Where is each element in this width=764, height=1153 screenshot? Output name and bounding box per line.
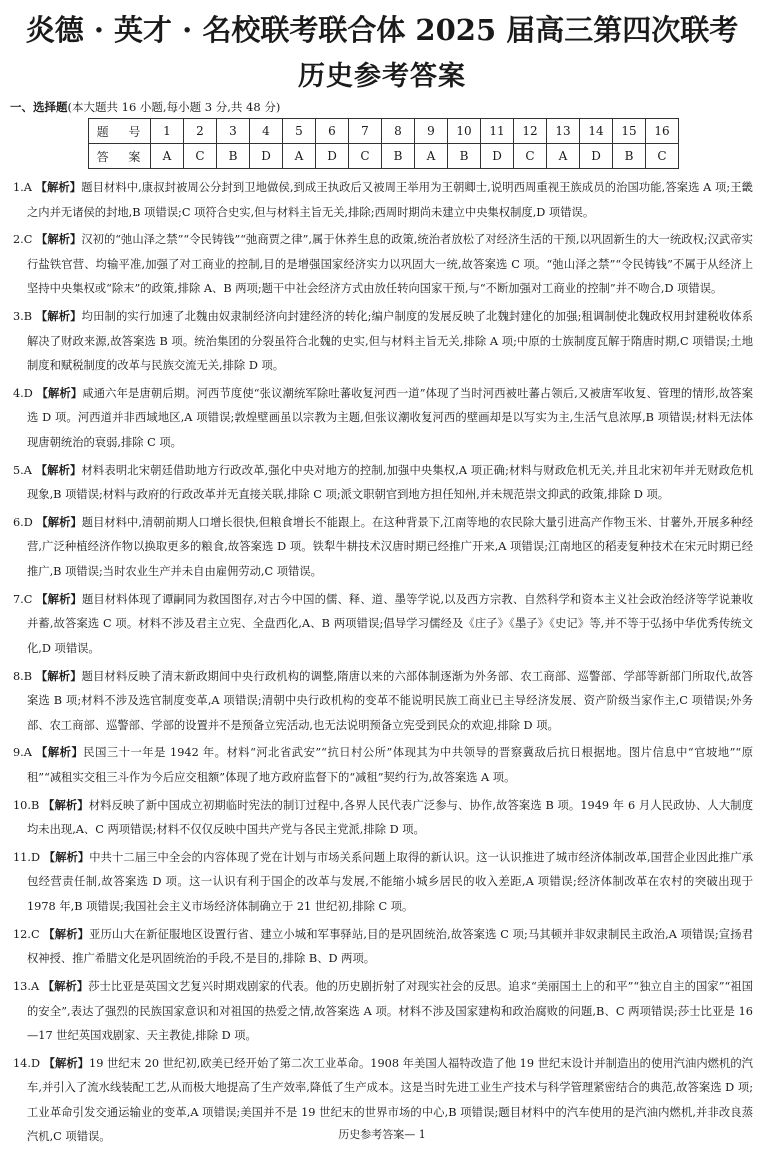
exam-title: 炎德 · 英才 · 名校联考联合体 2025 届高三第四次联考 (25, 13, 739, 47)
item-number: 9.A (13, 746, 32, 760)
item-text: 亚历山大在新征服地区设置行省、建立小城和军事驿站,目的是巩固统治,故答案选 C 项;马其顿并非奴隶制民主政治,A 项错误;宣扬君权神授、推广希腊文化是巩固统治的手段,不是目的,排除 B、D 两项。 (27, 927, 753, 966)
item-number: 2.C (13, 233, 33, 247)
item-number: 1.A (13, 181, 32, 194)
question-number-cell: 13 (547, 119, 580, 144)
answer-cell: C (514, 144, 547, 169)
item-number: 5.A (13, 463, 32, 477)
answer-cell: C (646, 144, 679, 169)
explanation-item (13, 382, 753, 456)
item-text: 题目材料反映了清末新政期间中央行政机构的调整,隋唐以来的六部体制逐渐为外务部、农工商部、巡警部、学部等新部门所取代,故答案选 B 项;材料不涉及选官制度变革,A 项错误;清朝中央行政机构的变革不能说明民族工商业已主导经济发展、资产阶级当家作主,C 项错误;外务部、农工商部、巡警部、学部的设置并不是预备立宪活动,也无法说明预备立宪受到民众的欢迎,排除 D 项。 (27, 669, 753, 732)
item-text: 汉初的“弛山泽之禁”“令民铸钱”“弛商贾之律”,属于休养生息的政策,统治者放松了对经济生活的干预,以巩固新生的大一统政权;汉武帝实行盐铁官营、均输平准,加强了对工商业的控制,目的是增强国家经济实力以巩固大一统,故答案选 C 项。“弛山泽之禁”“令民铸钱”不属于从经济上坚持中央集权或“除末”的政策,排除 A、B 两项;题干中社会经济方式由放任转向国家干预,与“不断加强对工商业的控制”并不吻合,D 项错误。 (27, 233, 753, 296)
item-number: 3.B (13, 310, 33, 324)
item-number: 7.C (13, 592, 33, 606)
section-heading (10, 99, 280, 115)
analysis-tag: 【解析】 (43, 798, 89, 812)
explanation-item (13, 511, 753, 585)
answer-cell: B (217, 144, 250, 169)
answer-cell: C (184, 144, 217, 169)
question-number-cell: 1 (151, 119, 184, 144)
item-text: 均田制的实行加速了北魏由奴隶制经济向封建经济的转化;编户制度的发展反映了北魏封建化的加强;租调制使北魏政权用封建税收体系解决了财政来源,故答案选 B 项。统治集团的分裂虽符合北魏的史实,但与材料主旨无关,排除 A 项;中原的士族制度瓦解于隋唐时期,C 项错误;土地制度和赋税制度的改革与民族交流无关,排除 D 项。 (27, 310, 754, 373)
item-number: 13.A (13, 980, 40, 994)
analysis-tag: 【解析】 (43, 1056, 90, 1070)
question-number-cell: 11 (481, 119, 514, 144)
item-text: 民国三十一年是 1942 年。材料“河北省武安”“抗日村公所”体现其为中共领导的晋察冀敌后抗日根据地。图片信息中“官坡地”“原租”“减租实交租三斗作为今后应交租额”体现了地方政府监督下的“减租”契约行为,故答案选 A 项。 (27, 746, 753, 784)
number-row-label: 题 号 (89, 119, 151, 144)
analysis-tag: 【解析】 (35, 310, 82, 324)
page-footer: 历史参考答案— 1 (338, 1128, 426, 1141)
answer-cell: D (580, 144, 613, 169)
item-text: 材料表明北宋朝廷借助地方行政改革,强化中央对地方的控制,加强中央集权,A 项正确;材料与财政危机无关,并且北宋初年并无财政危机现象,B 项错误;材料与政府的行政改革并无直接关联,排除 C 项;派文职朝官到地方担任知州,并未规范崇文抑武的政策,排除 D 项。 (27, 463, 753, 502)
analysis-tag: 【解析】 (43, 927, 90, 941)
page-subtitle: 历史参考答案 (298, 61, 466, 92)
question-number-cell: 2 (184, 119, 217, 144)
question-number-cell: 8 (382, 119, 415, 144)
question-number-cell: 14 (580, 119, 613, 144)
question-number-cell: 15 (613, 119, 646, 144)
explanation-item (13, 846, 753, 920)
analysis-tag: 【解析】 (36, 592, 82, 606)
answer-cell: A (151, 144, 184, 169)
question-number-cell: 7 (349, 119, 382, 144)
item-number: 11.D (13, 850, 41, 864)
explanation-item (13, 923, 753, 972)
question-number-cell: 9 (415, 119, 448, 144)
answer-cell: A (547, 144, 580, 169)
explanation-list (13, 176, 753, 1153)
item-number: 10.B (13, 798, 40, 812)
section-heading-note: (本大题共 16 小题,每小题 3 分,共 48 分) (67, 100, 281, 114)
answer-cell: D (250, 144, 283, 169)
item-text: 咸通六年是唐朝后期。河西节度使“张议潮统军除吐蕃收复河西一道”体现了当时河西被吐蕃占领后,又被唐军收复、管理的情形,故答案选 D 项。河西道并非西域地区,A 项错误;敦煌壁画虽以宗教为主题,但张议潮收复河西的壁画却是以写实为主,生活气息浓厚,B 项错误;材料无法体现唐朝统治的衰弱,排除 C 项。 (27, 386, 753, 449)
question-number-cell: 16 (646, 119, 679, 144)
item-text: 中共十二届三中全会的内容体现了党在计划与市场关系问题上取得的新认识。这一认识推进了城市经济体制改革,国营企业因此推广承包经营责任制,故答案选 D 项。这一认识有利于国企的改革与发展,不能缩小城乡居民的收入差距,A 项错误;经济体制改革在农村的突破出现于 1978 年,B 项错误;我国社会主义市场经济体制确立于 21 世纪初,排除 C 项。 (27, 850, 753, 913)
answer-cell: B (613, 144, 646, 169)
analysis-tag: 【解析】 (36, 746, 84, 760)
explanation-item (13, 794, 753, 843)
item-text: 题目材料体现了谭嗣同为救国图存,对古今中国的儒、释、道、墨等学说,以及西方宗教、自然科学和资本主义社会政治经济等学说兼收并蓄,故答案选 C 项。材料不涉及君主立宪、全盘西化,A、B 两项错误;倡导学习儒经及《庄子》《墨子》《史记》等,并不等于弘扬中华优秀传统文化,D 项错误。 (27, 592, 753, 655)
question-number-cell: 12 (514, 119, 547, 144)
section-heading-label: 一、选择题 (10, 100, 68, 114)
analysis-tag: 【解析】 (35, 463, 82, 477)
answer-cell: A (415, 144, 448, 169)
answer-table (88, 118, 679, 169)
question-number-cell: 10 (448, 119, 481, 144)
analysis-tag: 【解析】 (42, 980, 89, 994)
explanation-item (13, 459, 753, 508)
question-number-cell: 6 (316, 119, 349, 144)
analysis-tag: 【解析】 (43, 850, 90, 864)
answer-cell: D (316, 144, 349, 169)
explanation-item (13, 588, 753, 662)
item-text: 19 世纪末 20 世纪初,欧美已经开始了第二次工业革命。1908 年美国人福特改造了他 19 世纪末设计并制造出的使用汽油内燃机的汽车,并引入了流水线装配工艺,从而极大地提高了生产效率,降低了生产成本。这是当时先进工业生产技术与科学管理紧密结合的典范,故答案选 D 项;工业革命引发交通运输业的变革,A 项错误;美国并不是 19 世纪末的世界市场的中心,B 项错误;题目材料中的汽车使用的是汽油内燃机,并非改良蒸汽机,C 项错误。 (27, 1056, 753, 1144)
answer-cell: B (448, 144, 481, 169)
answer-cell: D (481, 144, 514, 169)
item-text: 莎士比亚是英国文艺复兴时期戏剧家的代表。他的历史剧折射了对现实社会的反思。追求“美丽国土上的和平”“独立自主的国家”“祖国的安全”,表达了强烈的民族国家意识和对祖国的热爱之情,故答案选 A 项。材料不涉及国家建构和政治腐败的问题,B、C 两项错误;莎士比亚是 16—17 世纪英国戏剧家、天主教徒,排除 D 项。 (27, 980, 753, 1043)
answer-cell: C (349, 144, 382, 169)
item-number: 4.D (13, 386, 33, 400)
answer-table-answer-row (89, 144, 679, 169)
item-text: 题目材料中,康叔封被周公分封到卫地做侯,到成王执政后又被周王举用为王朝卿士,说明西周重视王族成员的治国功能,答案选 A 项;王畿之内并无诸侯的封地,B 项错误;C 项符合史实,但与材料主旨无关,排除;西周时期尚未建立中央集权制度,D 项错误。 (27, 181, 753, 219)
explanation-item (13, 975, 753, 1049)
explanation-item (13, 176, 753, 225)
item-text: 材料反映了新中国成立初期临时宪法的制订过程中,各界人民代表广泛参与、协作,故答案选 B 项。1949 年 6 月人民政协、人大制度均未出现,A、C 两项错误;材料不仅仅反映中国共产党与各民主党派,排除 D 项。 (27, 798, 753, 837)
question-number-cell: 5 (283, 119, 316, 144)
item-number: 6.D (13, 515, 33, 529)
explanation-item (13, 665, 753, 739)
answer-cell: B (382, 144, 415, 169)
analysis-tag: 【解析】 (36, 515, 82, 529)
answer-table-number-row (89, 119, 679, 144)
explanation-item (13, 741, 753, 790)
item-text: 题目材料中,清朝前期人口增长很快,但粮食增长不能跟上。在这种背景下,江南等地的农民除大量引进高产作物玉米、甘薯外,开展多种经营,广泛种植经济作物以换取更多的粮食,故答案选 D 项。铁犁牛耕技术汉唐时期已经推广开来,A 项错误;江南地区的稻麦复种技术在宋元时期已经推广,B 项错误;当时农业生产并未自由雇佣劳动,C 项错误。 (27, 515, 753, 578)
explanation-item (13, 228, 753, 302)
analysis-tag: 【解析】 (35, 669, 82, 683)
answer-cell: A (283, 144, 316, 169)
item-number: 8.B (13, 669, 33, 683)
analysis-tag: 【解析】 (35, 181, 82, 194)
item-number: 12.C (13, 927, 40, 941)
question-number-cell: 3 (217, 119, 250, 144)
question-number-cell: 4 (250, 119, 283, 144)
analysis-tag: 【解析】 (36, 233, 82, 247)
answer-row-label: 答 案 (89, 144, 151, 169)
item-number: 14.D (13, 1056, 41, 1070)
analysis-tag: 【解析】 (36, 386, 83, 400)
explanation-item (13, 305, 753, 379)
